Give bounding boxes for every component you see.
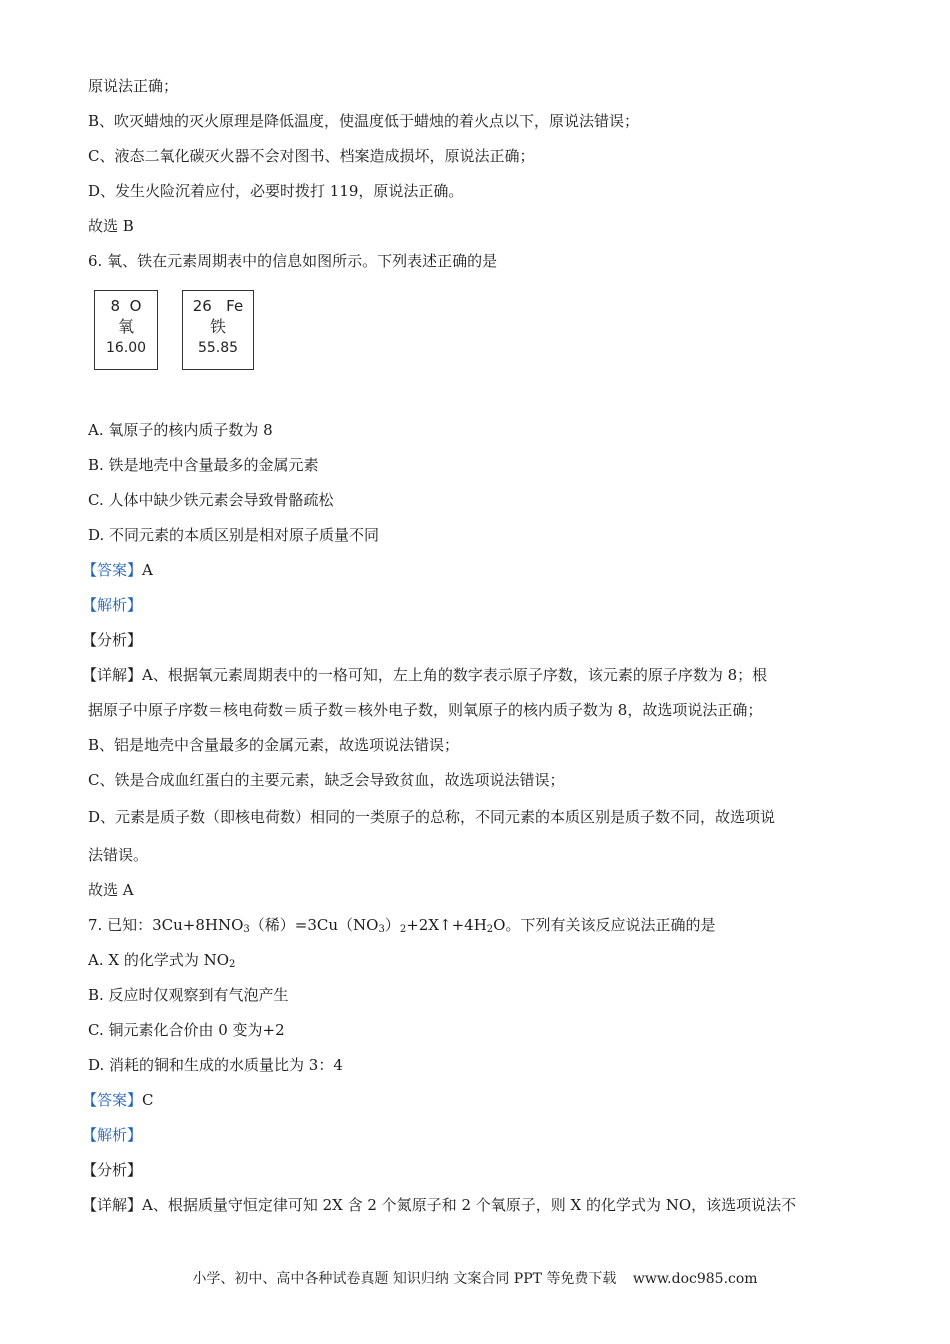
element-name: 氧 — [117, 317, 134, 336]
option-c: C. 人体中缺少铁元素会导致骨骼疏松 — [88, 491, 334, 509]
q7-text: （稀）=3Cu（NO — [249, 916, 379, 934]
analysis-tag: 【解析】 — [82, 1126, 143, 1144]
detail-line — [82, 665, 767, 685]
text-line: 故选 B — [88, 217, 134, 235]
subscript: 2 — [399, 924, 407, 935]
subscript: 2 — [486, 924, 494, 935]
text-line: D、发生火险沉着应付，必要时拨打 119，原说法正确。 — [88, 182, 464, 200]
text-line: C、液态二氧化碳灭火器不会对图书、档案造成损坏，原说法正确； — [88, 147, 535, 165]
detail-line — [82, 1195, 796, 1215]
detail-line: 法错误。 — [88, 846, 149, 864]
atomic-number: 8 — [110, 297, 121, 315]
text-line: B、吹灭蜡烛的灭火原理是降低温度，使温度低于蜡烛的着火点以下，原说法错误； — [88, 112, 640, 130]
atomic-number: 26 — [192, 297, 212, 315]
atomic-mass: 16.00 — [105, 340, 147, 356]
q7-text: 7. 已知：3Cu+8HNO — [88, 916, 244, 934]
detail-line: D、元素是质子数（即核电荷数）相同的一类原子的总称，不同元素的本质区别是质子数不同，故选项说 — [88, 808, 776, 826]
answer-tag: 【答案】 — [82, 1091, 143, 1109]
q7-text: ） — [384, 916, 400, 934]
element-symbol: O — [129, 297, 142, 315]
detail-line: 据原子中原子序数＝核电荷数＝质子数＝核外电子数，则氧原子的核内质子数为 8，故选项说法正确； — [88, 701, 763, 719]
detail-line: B、铝是地壳中含量最多的金属元素，故选项说法错误； — [88, 736, 460, 754]
element-card-iron — [182, 290, 254, 370]
subscript: 2 — [229, 959, 236, 970]
option-d: D. 不同元素的本质区别是相对原子质量不同 — [88, 526, 380, 544]
option-a — [88, 950, 235, 975]
answer-tag: 【答案】 — [82, 561, 143, 579]
fenxi-tag: 【分析】 — [82, 1161, 143, 1179]
option-c: C. 铜元素化合价由 0 变为+2 — [88, 1021, 285, 1039]
answer-value: C — [142, 1091, 154, 1109]
footer-text: 小学、初中、高中各种试卷真题 知识归纳 文案合同 PPT 等免费下载 — [192, 1271, 617, 1287]
question-7 — [88, 915, 715, 940]
answer-line — [82, 560, 153, 580]
element-cards — [94, 290, 294, 372]
subscript: 3 — [243, 924, 250, 935]
detail-text: A、根据氧元素周期表中的一格可知，左上角的数字表示原子序数，该元素的原子序数为 8；根 — [142, 666, 768, 684]
option-text: A. X 的化学式为 NO — [88, 951, 230, 969]
text-line: 原说法正确； — [88, 77, 179, 95]
element-header — [95, 297, 157, 315]
q7-text: +2X↑+4H — [406, 916, 487, 934]
detail-text: A、根据质量守恒定律可知 2X 含 2 个氮原子和 2 个氧原子，则 X 的化学式为 NO，该选项说法不 — [142, 1196, 797, 1214]
element-symbol: Fe — [226, 297, 244, 315]
subscript: 3 — [378, 924, 385, 935]
atomic-mass: 55.85 — [197, 340, 239, 356]
option-d: D. 消耗的铜和生成的水质量比为 3：4 — [88, 1056, 343, 1074]
question-6: 6. 氧、铁在元素周期表中的信息如图所示。下列表述正确的是 — [88, 252, 498, 270]
footer-link[interactable]: www.doc985.com — [632, 1271, 758, 1287]
answer-value: A — [142, 561, 153, 579]
element-name: 铁 — [209, 317, 226, 336]
detail-line: C、铁是合成血红蛋白的主要元素，缺乏会导致贫血，故选项说法错误； — [88, 771, 565, 789]
option-a: A. 氧原子的核内质子数为 8 — [88, 421, 273, 439]
detail-tag: 【详解】 — [82, 666, 143, 684]
page-footer — [0, 1268, 950, 1288]
detail-tag: 【详解】 — [82, 1196, 143, 1214]
option-b: B. 铁是地壳中含量最多的金属元素 — [88, 456, 319, 474]
selection-line: 故选 A — [88, 881, 134, 899]
analysis-tag: 【解析】 — [82, 596, 143, 614]
element-header — [183, 297, 253, 315]
element-card-oxygen — [94, 290, 158, 370]
q7-text: O。下列有关该反应说法正确的是 — [493, 916, 716, 934]
answer-line — [82, 1090, 154, 1110]
option-b: B. 反应时仅观察到有气泡产生 — [88, 986, 289, 1004]
fenxi-tag: 【分析】 — [82, 631, 143, 649]
